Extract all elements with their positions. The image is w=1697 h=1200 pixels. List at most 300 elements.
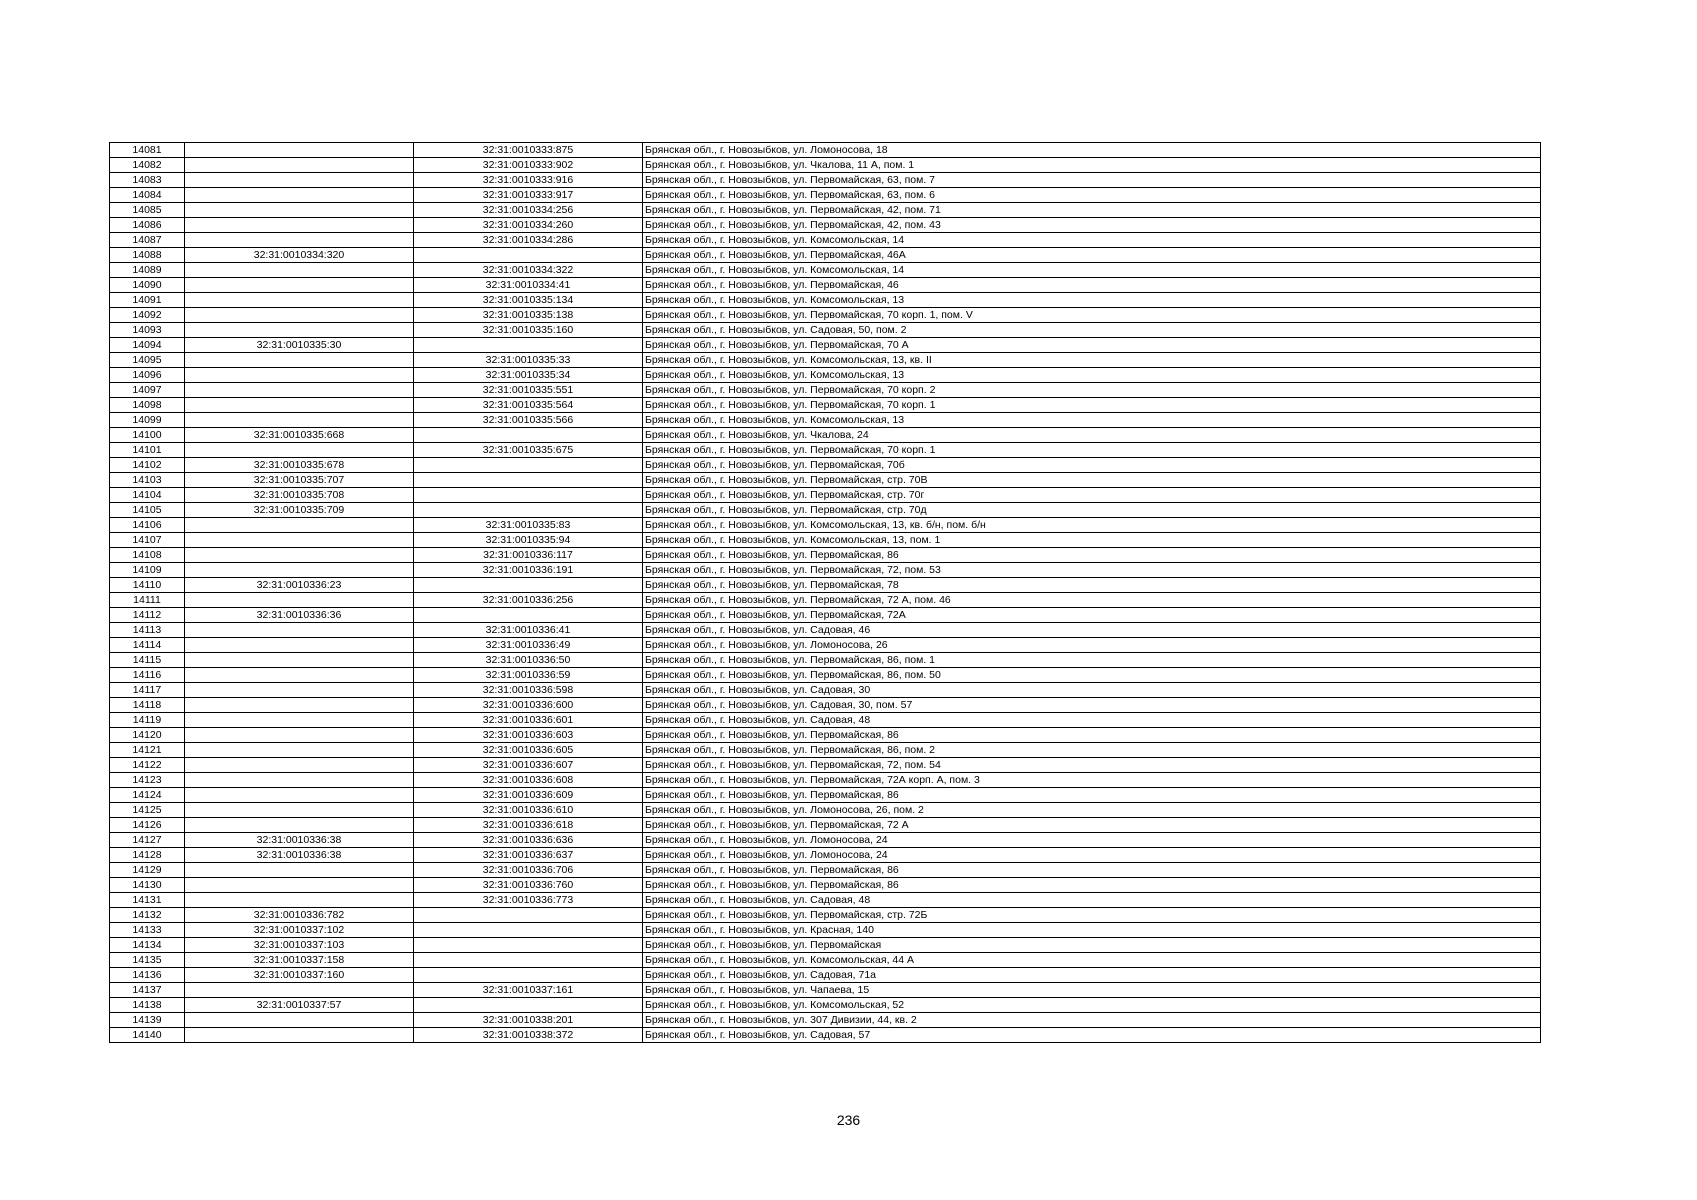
row-number-cell: 14103	[110, 473, 185, 488]
table-row	[110, 683, 1541, 698]
cadastral-number-cell: 32:31:0010336:598	[414, 683, 643, 698]
table-row	[110, 233, 1541, 248]
row-number-cell: 14114	[110, 638, 185, 653]
table-row	[110, 773, 1541, 788]
address-cell: Брянская обл., г. Новозыбков, ул. Первомайская, 72, пом. 54	[643, 758, 1541, 773]
table-row	[110, 218, 1541, 233]
row-number-cell: 14139	[110, 1013, 185, 1028]
row-number-cell: 14117	[110, 683, 185, 698]
address-cell: Брянская обл., г. Новозыбков, ул. Первомайская, 42, пом. 71	[643, 203, 1541, 218]
cadastral-number-cell: 32:31:0010335:707	[185, 473, 414, 488]
address-cell: Брянская обл., г. Новозыбков, ул. Садовая, 30	[643, 683, 1541, 698]
cadastral-number-cell: 32:31:0010335:566	[414, 413, 643, 428]
cadastral-number-cell: 32:31:0010333:875	[414, 143, 643, 158]
row-number-cell: 14128	[110, 848, 185, 863]
cadastral-number-cell	[185, 653, 414, 668]
row-number-cell: 14082	[110, 158, 185, 173]
table-row	[110, 323, 1541, 338]
address-cell: Брянская обл., г. Новозыбков, ул. Первомайская, 72, пом. 53	[643, 563, 1541, 578]
table-row	[110, 293, 1541, 308]
address-cell: Брянская обл., г. Новозыбков, ул. Первомайская, 70 корп. 2	[643, 383, 1541, 398]
table-row	[110, 818, 1541, 833]
cadastral-number-cell: 32:31:0010336:782	[185, 908, 414, 923]
address-cell: Брянская обл., г. Новозыбков, ул. Первомайская, 72А	[643, 608, 1541, 623]
address-cell: Брянская обл., г. Новозыбков, ул. Красная, 140	[643, 923, 1541, 938]
cadastral-number-cell	[185, 638, 414, 653]
cadastral-number-cell	[185, 233, 414, 248]
row-number-cell: 14096	[110, 368, 185, 383]
cadastral-number-cell: 32:31:0010336:618	[414, 818, 643, 833]
table-row	[110, 728, 1541, 743]
cadastral-number-cell	[185, 623, 414, 638]
address-cell: Брянская обл., г. Новозыбков, ул. Комсомольская, 13, кв. б/н, пом. б/н	[643, 518, 1541, 533]
table-row	[110, 353, 1541, 368]
cadastral-number-cell: 32:31:0010335:160	[414, 323, 643, 338]
cadastral-number-cell: 32:31:0010334:41	[414, 278, 643, 293]
table-row	[110, 188, 1541, 203]
address-cell: Брянская обл., г. Новозыбков, ул. Садовая, 30, пом. 57	[643, 698, 1541, 713]
table-row	[110, 593, 1541, 608]
address-cell: Брянская обл., г. Новозыбков, ул. Первомайская, 70 корп. 1	[643, 398, 1541, 413]
cadastral-number-cell	[414, 998, 643, 1013]
table-row	[110, 848, 1541, 863]
cadastral-number-cell	[414, 923, 643, 938]
table-row	[110, 668, 1541, 683]
cadastral-number-cell	[185, 1013, 414, 1028]
cadastral-number-cell: 32:31:0010336:605	[414, 743, 643, 758]
cadastral-number-cell: 32:31:0010336:773	[414, 893, 643, 908]
cadastral-number-cell	[185, 263, 414, 278]
cadastral-number-cell	[185, 518, 414, 533]
cadastral-number-cell	[185, 668, 414, 683]
address-cell: Брянская обл., г. Новозыбков, ул. Садовая, 48	[643, 713, 1541, 728]
cadastral-number-cell: 32:31:0010336:50	[414, 653, 643, 668]
cadastral-number-cell: 32:31:0010338:201	[414, 1013, 643, 1028]
cadastral-number-cell: 32:31:0010335:138	[414, 308, 643, 323]
cadastral-number-cell	[185, 863, 414, 878]
cadastral-number-cell: 32:31:0010336:600	[414, 698, 643, 713]
row-number-cell: 14127	[110, 833, 185, 848]
address-cell: Брянская обл., г. Новозыбков, ул. Ломоносова, 18	[643, 143, 1541, 158]
cadastral-number-cell: 32:31:0010336:760	[414, 878, 643, 893]
address-cell: Брянская обл., г. Новозыбков, ул. Первомайская, 86, пом. 50	[643, 668, 1541, 683]
cadastral-number-cell: 32:31:0010335:30	[185, 338, 414, 353]
row-number-cell: 14112	[110, 608, 185, 623]
cadastral-number-cell: 32:31:0010336:603	[414, 728, 643, 743]
address-cell: Брянская обл., г. Новозыбков, ул. Комсомольская, 14	[643, 233, 1541, 248]
row-number-cell: 14107	[110, 533, 185, 548]
property-registry-table	[109, 142, 1541, 1043]
address-cell: Брянская обл., г. Новозыбков, ул. Первомайская, 70 А	[643, 338, 1541, 353]
table-row	[110, 608, 1541, 623]
cadastral-number-cell: 32:31:0010336:38	[185, 833, 414, 848]
row-number-cell: 14104	[110, 488, 185, 503]
cadastral-number-cell	[414, 458, 643, 473]
cadastral-number-cell	[414, 608, 643, 623]
table-row	[110, 938, 1541, 953]
cadastral-number-cell: 32:31:0010336:607	[414, 758, 643, 773]
row-number-cell: 14083	[110, 173, 185, 188]
cadastral-number-cell: 32:31:0010336:117	[414, 548, 643, 563]
table-row	[110, 503, 1541, 518]
table-row	[110, 263, 1541, 278]
cadastral-number-cell: 32:31:0010336:256	[414, 593, 643, 608]
table-row	[110, 878, 1541, 893]
table-row	[110, 743, 1541, 758]
row-number-cell: 14136	[110, 968, 185, 983]
address-cell: Брянская обл., г. Новозыбков, ул. Первомайская, 86, пом. 2	[643, 743, 1541, 758]
address-cell: Брянская обл., г. Новозыбков, ул. Первомайская, стр. 70д	[643, 503, 1541, 518]
cadastral-number-cell: 32:31:0010335:34	[414, 368, 643, 383]
cadastral-number-cell	[414, 503, 643, 518]
cadastral-number-cell	[185, 353, 414, 368]
cadastral-number-cell	[185, 683, 414, 698]
table-row	[110, 158, 1541, 173]
table-row	[110, 833, 1541, 848]
cadastral-number-cell: 32:31:0010333:917	[414, 188, 643, 203]
cadastral-number-cell: 32:31:0010336:41	[414, 623, 643, 638]
address-cell: Брянская обл., г. Новозыбков, ул. Комсомольская, 13	[643, 368, 1541, 383]
cadastral-number-cell	[185, 293, 414, 308]
address-cell: Брянская обл., г. Новозыбков, ул. Первомайская, 86	[643, 878, 1541, 893]
cadastral-number-cell: 32:31:0010337:161	[414, 983, 643, 998]
table-row	[110, 788, 1541, 803]
row-number-cell: 14111	[110, 593, 185, 608]
table-row	[110, 173, 1541, 188]
table-row	[110, 548, 1541, 563]
address-cell: Брянская обл., г. Новозыбков, ул. Первомайская, стр. 70В	[643, 473, 1541, 488]
table-row	[110, 653, 1541, 668]
address-cell: Брянская обл., г. Новозыбков, ул. Комсомольская, 13	[643, 413, 1541, 428]
address-cell: Брянская обл., г. Новозыбков, ул. Садовая, 71а	[643, 968, 1541, 983]
cadastral-number-cell: 32:31:0010335:551	[414, 383, 643, 398]
row-number-cell: 14118	[110, 698, 185, 713]
row-number-cell: 14130	[110, 878, 185, 893]
cadastral-number-cell	[185, 383, 414, 398]
address-cell: Брянская обл., г. Новозыбков, ул. Ломоносова, 26, пом. 2	[643, 803, 1541, 818]
address-cell: Брянская обл., г. Новозыбков, ул. Комсомольская, 14	[643, 263, 1541, 278]
cadastral-number-cell	[185, 143, 414, 158]
cadastral-number-cell	[185, 188, 414, 203]
table-row	[110, 638, 1541, 653]
row-number-cell: 14084	[110, 188, 185, 203]
row-number-cell: 14123	[110, 773, 185, 788]
row-number-cell: 14101	[110, 443, 185, 458]
cadastral-number-cell: 32:31:0010334:322	[414, 263, 643, 278]
table-row	[110, 863, 1541, 878]
cadastral-number-cell: 32:31:0010338:372	[414, 1028, 643, 1043]
table-row	[110, 1013, 1541, 1028]
address-cell: Брянская обл., г. Новозыбков, ул. Первомайская, 72 А, пом. 46	[643, 593, 1541, 608]
row-number-cell: 14106	[110, 518, 185, 533]
row-number-cell: 14115	[110, 653, 185, 668]
cadastral-number-cell	[185, 788, 414, 803]
table-body	[110, 143, 1541, 1043]
cadastral-number-cell	[185, 713, 414, 728]
row-number-cell: 14122	[110, 758, 185, 773]
row-number-cell: 14133	[110, 923, 185, 938]
table-row	[110, 533, 1541, 548]
cadastral-number-cell	[185, 773, 414, 788]
address-cell: Брянская обл., г. Новозыбков, ул. Комсомольская, 13, кв. II	[643, 353, 1541, 368]
row-number-cell: 14132	[110, 908, 185, 923]
table-row	[110, 473, 1541, 488]
row-number-cell: 14109	[110, 563, 185, 578]
table-row	[110, 428, 1541, 443]
table-row	[110, 803, 1541, 818]
cadastral-number-cell	[185, 533, 414, 548]
row-number-cell: 14094	[110, 338, 185, 353]
row-number-cell: 14120	[110, 728, 185, 743]
cadastral-number-cell: 32:31:0010336:191	[414, 563, 643, 578]
table-row	[110, 383, 1541, 398]
cadastral-number-cell: 32:31:0010336:608	[414, 773, 643, 788]
row-number-cell: 14098	[110, 398, 185, 413]
table-row	[110, 398, 1541, 413]
table-row	[110, 983, 1541, 998]
address-cell: Брянская обл., г. Новозыбков, ул. Первомайская, 78	[643, 578, 1541, 593]
cadastral-number-cell	[414, 488, 643, 503]
table-row	[110, 563, 1541, 578]
row-number-cell: 14137	[110, 983, 185, 998]
cadastral-number-cell	[185, 308, 414, 323]
table-row	[110, 308, 1541, 323]
cadastral-number-cell	[414, 968, 643, 983]
address-cell: Брянская обл., г. Новозыбков, ул. Садовая, 48	[643, 893, 1541, 908]
table-row	[110, 458, 1541, 473]
page-number: 236	[836, 1112, 861, 1128]
cadastral-number-cell	[414, 953, 643, 968]
address-cell: Брянская обл., г. Новозыбков, ул. Чкалова, 24	[643, 428, 1541, 443]
address-cell: Брянская обл., г. Новозыбков, ул. Первомайская, 86, пом. 1	[643, 653, 1541, 668]
address-cell: Брянская обл., г. Новозыбков, ул. Первомайская, 70 корп. 1	[643, 443, 1541, 458]
cadastral-number-cell: 32:31:0010334:286	[414, 233, 643, 248]
address-cell: Брянская обл., г. Новозыбков, ул. Ломоносова, 24	[643, 848, 1541, 863]
row-number-cell: 14126	[110, 818, 185, 833]
cadastral-number-cell: 32:31:0010337:57	[185, 998, 414, 1013]
cadastral-number-cell	[185, 173, 414, 188]
address-cell: Брянская обл., г. Новозыбков, ул. Первомайская, 72А корп. А, пом. 3	[643, 773, 1541, 788]
table-row	[110, 518, 1541, 533]
address-cell: Брянская обл., г. Новозыбков, ул. 307 Дивизии, 44, кв. 2	[643, 1013, 1541, 1028]
row-number-cell: 14092	[110, 308, 185, 323]
address-cell: Брянская обл., г. Новозыбков, ул. Комсомольская, 13	[643, 293, 1541, 308]
cadastral-number-cell	[185, 158, 414, 173]
cadastral-number-cell	[185, 743, 414, 758]
address-cell: Брянская обл., г. Новозыбков, ул. Ломоносова, 24	[643, 833, 1541, 848]
cadastral-number-cell: 32:31:0010336:23	[185, 578, 414, 593]
cadastral-number-cell	[185, 443, 414, 458]
table-row	[110, 893, 1541, 908]
address-cell: Брянская обл., г. Новозыбков, ул. Первомайская, 70б	[643, 458, 1541, 473]
cadastral-number-cell	[185, 983, 414, 998]
cadastral-number-cell: 32:31:0010336:609	[414, 788, 643, 803]
row-number-cell: 14131	[110, 893, 185, 908]
cadastral-number-cell: 32:31:0010336:59	[414, 668, 643, 683]
row-number-cell: 14081	[110, 143, 185, 158]
address-cell: Брянская обл., г. Новозыбков, ул. Садовая, 46	[643, 623, 1541, 638]
cadastral-number-cell	[414, 338, 643, 353]
row-number-cell: 14093	[110, 323, 185, 338]
cadastral-number-cell	[185, 278, 414, 293]
cadastral-number-cell: 32:31:0010335:708	[185, 488, 414, 503]
table-row	[110, 968, 1541, 983]
row-number-cell: 14119	[110, 713, 185, 728]
cadastral-number-cell	[185, 803, 414, 818]
address-cell: Брянская обл., г. Новозыбков, ул. Садовая, 50, пом. 2	[643, 323, 1541, 338]
cadastral-number-cell	[185, 548, 414, 563]
cadastral-number-cell: 32:31:0010336:36	[185, 608, 414, 623]
row-number-cell: 14134	[110, 938, 185, 953]
cadastral-number-cell: 32:31:0010335:33	[414, 353, 643, 368]
cadastral-number-cell	[185, 413, 414, 428]
cadastral-number-cell: 32:31:0010335:678	[185, 458, 414, 473]
cadastral-number-cell: 32:31:0010336:38	[185, 848, 414, 863]
cadastral-number-cell	[414, 428, 643, 443]
cadastral-number-cell: 32:31:0010335:83	[414, 518, 643, 533]
row-number-cell: 14108	[110, 548, 185, 563]
table-row	[110, 443, 1541, 458]
cadastral-number-cell	[185, 1028, 414, 1043]
address-cell: Брянская обл., г. Новозыбков, ул. Первомайская, стр. 70г	[643, 488, 1541, 503]
row-number-cell: 14099	[110, 413, 185, 428]
cadastral-number-cell	[414, 473, 643, 488]
cadastral-number-cell: 32:31:0010337:160	[185, 968, 414, 983]
row-number-cell: 14113	[110, 623, 185, 638]
cadastral-number-cell	[185, 878, 414, 893]
row-number-cell: 14097	[110, 383, 185, 398]
cadastral-number-cell	[185, 323, 414, 338]
table-row	[110, 923, 1541, 938]
row-number-cell: 14086	[110, 218, 185, 233]
cadastral-number-cell: 32:31:0010336:49	[414, 638, 643, 653]
row-number-cell: 14138	[110, 998, 185, 1013]
cadastral-number-cell: 32:31:0010335:675	[414, 443, 643, 458]
cadastral-number-cell: 32:31:0010336:706	[414, 863, 643, 878]
row-number-cell: 14140	[110, 1028, 185, 1043]
table-row	[110, 368, 1541, 383]
table-row	[110, 413, 1541, 428]
address-cell: Брянская обл., г. Новозыбков, ул. Комсомольская, 52	[643, 998, 1541, 1013]
row-number-cell: 14100	[110, 428, 185, 443]
row-number-cell: 14091	[110, 293, 185, 308]
cadastral-number-cell	[185, 593, 414, 608]
table-row	[110, 203, 1541, 218]
cadastral-number-cell	[185, 728, 414, 743]
table-row	[110, 248, 1541, 263]
cadastral-number-cell	[414, 938, 643, 953]
table-row	[110, 713, 1541, 728]
table-row	[110, 488, 1541, 503]
cadastral-number-cell: 32:31:0010335:564	[414, 398, 643, 413]
cadastral-number-cell	[185, 758, 414, 773]
cadastral-number-cell	[185, 398, 414, 413]
table-row	[110, 623, 1541, 638]
row-number-cell: 14102	[110, 458, 185, 473]
address-cell: Брянская обл., г. Новозыбков, ул. Чапаева, 15	[643, 983, 1541, 998]
table-row	[110, 908, 1541, 923]
address-cell: Брянская обл., г. Новозыбков, ул. Ломоносова, 26	[643, 638, 1541, 653]
row-number-cell: 14105	[110, 503, 185, 518]
cadastral-number-cell	[414, 578, 643, 593]
cadastral-number-cell	[414, 248, 643, 263]
cadastral-number-cell: 32:31:0010336:610	[414, 803, 643, 818]
row-number-cell: 14124	[110, 788, 185, 803]
address-cell: Брянская обл., г. Новозыбков, ул. Первомайская, 72 А	[643, 818, 1541, 833]
table-row	[110, 758, 1541, 773]
address-cell: Брянская обл., г. Новозыбков, ул. Комсомольская, 44 А	[643, 953, 1541, 968]
cadastral-number-cell: 32:31:0010336:636	[414, 833, 643, 848]
row-number-cell: 14116	[110, 668, 185, 683]
row-number-cell: 14088	[110, 248, 185, 263]
cadastral-number-cell	[185, 203, 414, 218]
cadastral-number-cell: 32:31:0010333:916	[414, 173, 643, 188]
cadastral-number-cell: 32:31:0010337:102	[185, 923, 414, 938]
table-row	[110, 1028, 1541, 1043]
address-cell: Брянская обл., г. Новозыбков, ул. Садовая, 57	[643, 1028, 1541, 1043]
cadastral-number-cell	[414, 908, 643, 923]
cadastral-number-cell: 32:31:0010336:637	[414, 848, 643, 863]
address-cell: Брянская обл., г. Новозыбков, ул. Первомайская, 86	[643, 548, 1541, 563]
address-cell: Брянская обл., г. Новозыбков, ул. Первомайская, 46А	[643, 248, 1541, 263]
cadastral-number-cell: 32:31:0010335:668	[185, 428, 414, 443]
cadastral-number-cell: 32:31:0010335:709	[185, 503, 414, 518]
address-cell: Брянская обл., г. Новозыбков, ул. Комсомольская, 13, пом. 1	[643, 533, 1541, 548]
table-row	[110, 953, 1541, 968]
cadastral-number-cell	[185, 563, 414, 578]
cadastral-number-cell	[185, 368, 414, 383]
cadastral-number-cell: 32:31:0010337:103	[185, 938, 414, 953]
address-cell: Брянская обл., г. Новозыбков, ул. Чкалова, 11 А, пом. 1	[643, 158, 1541, 173]
cadastral-number-cell: 32:31:0010334:256	[414, 203, 643, 218]
row-number-cell: 14085	[110, 203, 185, 218]
address-cell: Брянская обл., г. Новозыбков, ул. Первомайская, 86	[643, 863, 1541, 878]
row-number-cell: 14129	[110, 863, 185, 878]
cadastral-number-cell	[185, 893, 414, 908]
table-row	[110, 698, 1541, 713]
cadastral-number-cell	[185, 818, 414, 833]
cadastral-number-cell	[185, 218, 414, 233]
address-cell: Брянская обл., г. Новозыбков, ул. Первомайская, 63, пом. 6	[643, 188, 1541, 203]
cadastral-number-cell: 32:31:0010334:320	[185, 248, 414, 263]
row-number-cell: 14089	[110, 263, 185, 278]
cadastral-number-cell: 32:31:0010337:158	[185, 953, 414, 968]
address-cell: Брянская обл., г. Новозыбков, ул. Первомайская, 42, пом. 43	[643, 218, 1541, 233]
table-row	[110, 143, 1541, 158]
address-cell: Брянская обл., г. Новозыбков, ул. Первомайская, 70 корп. 1, пом. V	[643, 308, 1541, 323]
table-row	[110, 578, 1541, 593]
address-cell: Брянская обл., г. Новозыбков, ул. Первомайская	[643, 938, 1541, 953]
table-row	[110, 998, 1541, 1013]
cadastral-number-cell: 32:31:0010335:134	[414, 293, 643, 308]
cadastral-number-cell: 32:31:0010333:902	[414, 158, 643, 173]
address-cell: Брянская обл., г. Новозыбков, ул. Первомайская, 63, пом. 7	[643, 173, 1541, 188]
row-number-cell: 14095	[110, 353, 185, 368]
row-number-cell: 14087	[110, 233, 185, 248]
row-number-cell: 14090	[110, 278, 185, 293]
row-number-cell: 14110	[110, 578, 185, 593]
cadastral-number-cell	[185, 698, 414, 713]
address-cell: Брянская обл., г. Новозыбков, ул. Первомайская, стр. 72Б	[643, 908, 1541, 923]
row-number-cell: 14125	[110, 803, 185, 818]
table-row	[110, 338, 1541, 353]
cadastral-number-cell: 32:31:0010335:94	[414, 533, 643, 548]
row-number-cell: 14135	[110, 953, 185, 968]
address-cell: Брянская обл., г. Новозыбков, ул. Первомайская, 46	[643, 278, 1541, 293]
address-cell: Брянская обл., г. Новозыбков, ул. Первомайская, 86	[643, 728, 1541, 743]
cadastral-number-cell: 32:31:0010336:601	[414, 713, 643, 728]
address-cell: Брянская обл., г. Новозыбков, ул. Первомайская, 86	[643, 788, 1541, 803]
